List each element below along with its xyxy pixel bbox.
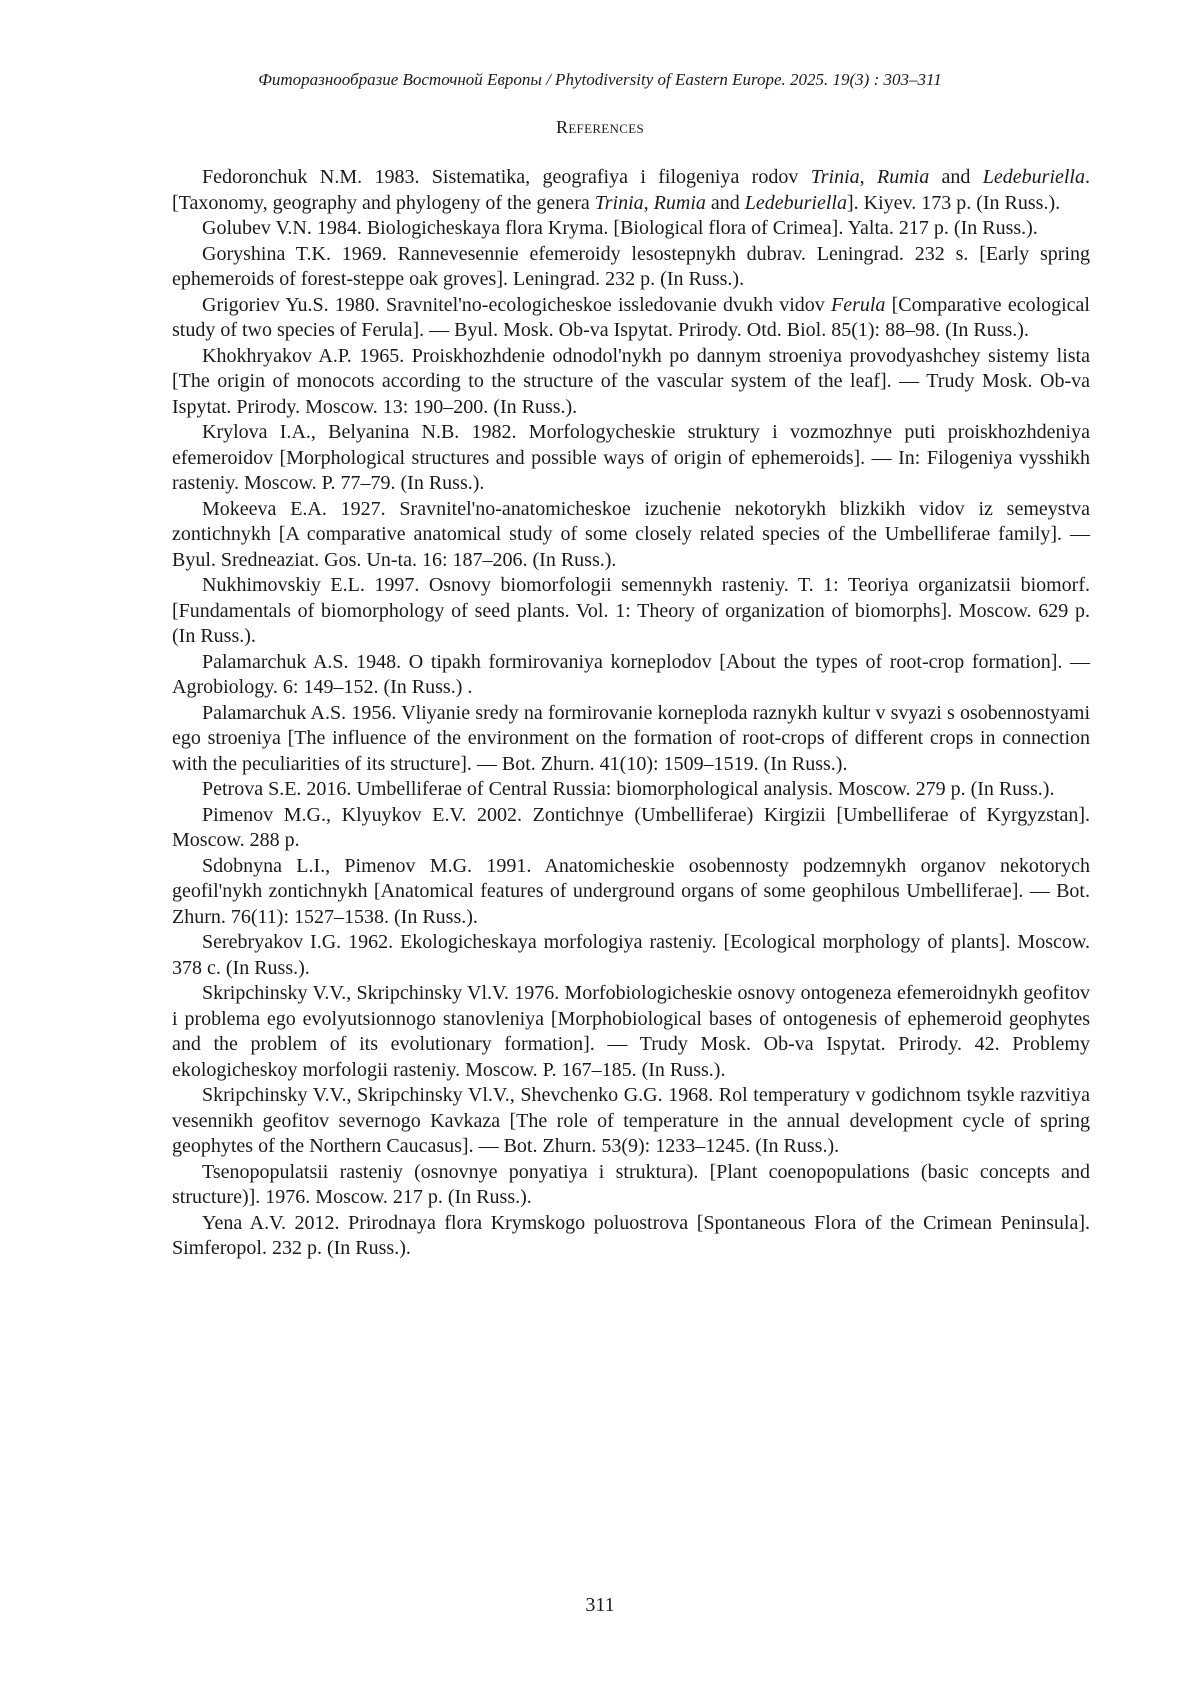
reference-entry: Sdobnyna L.I., Pimenov M.G. 1991. Anatomicheskie osobennosty podzemnykh organov nekotorych geofil'nykh zontichnykh [Anatomical features of underground organs of some geophilous Umbelliferae]. — Bot. Zhurn. 76(11): 1527–1538. (In Russ.). [172,854,1090,931]
reference-entry: Skripchinsky V.V., Skripchinsky Vl.V., Shevchenko G.G. 1968. Rol temperatury v godichnom tsykle razvitiya vesennikh geofitov severnogo Kavkaza [The role of temperature in the annual development cycle of spring geophytes of the Northern Caucasus]. — Bot. Zhurn. 53(9): 1233–1245. (In Russ.). [172,1083,1090,1160]
reference-entry: Petrova S.E. 2016. Umbelliferae of Central Russia: biomorphological analysis. Moscow. 279 p. (In Russ.). [172,777,1090,803]
reference-entry: Tsenopopulatsii rasteniy (osnovnye ponyatiya i struktura). [Plant coenopopulations (basic concepts and structure)]. 1976. Moscow. 217 p. (In Russ.). [172,1160,1090,1211]
page-number: 311 [0,1594,1200,1617]
reference-entry: Serebryakov I.G. 1962. Ekologicheskaya morfologiya rasteniy. [Ecological morphology of plants]. Moscow. 378 c. (In Russ.). [172,930,1090,981]
section-heading: References [0,117,1200,138]
reference-entry: Khokhryakov A.P. 1965. Proiskhozhdenie odnodol'nykh po dannym stroeniya provodyashchey sistemy lista [The origin of monocots according to the structure of the vascular system of the leaf]. — Trudy Mosk. Ob-va Ispytat. Prirody. Moscow. 13: 190–200. (In Russ.). [172,344,1090,421]
reference-entry: Yena A.V. 2012. Prirodnaya flora Krymskogo poluostrova [Spontaneous Flora of the Crimean Peninsula]. Simferopol. 232 p. (In Russ.). [172,1211,1090,1262]
running-header: Фиторазнообразие Восточной Европы / Phytodiversity of Eastern Europe. 2025. 19(3) : 303–311 [0,70,1200,90]
reference-entry: Fedoronchuk N.M. 1983. Sistematika, geografiya i filogeniya rodov Trinia, Rumia and Ledeburiella. [Taxonomy, geography and phylogeny of the genera Trinia, Rumia and Ledeburiella]. Kiyev. 173 p. (In Russ.). [172,165,1090,216]
reference-entry: Palamarchuk A.S. 1948. O tipakh formirovaniya korneplodov [About the types of root-crop formation]. — Agrobiology. 6: 149–152. (In Russ.) . [172,650,1090,701]
reference-entry: Skripchinsky V.V., Skripchinsky Vl.V. 1976. Morfobiologicheskie osnovy ontogeneza efemeroidnykh geofitov i problema ego evolyutsionnogo stanovleniya [Morphobiological bases of ontogenesis of ephemeroid geophytes and the problem of its evolutionary formation]. — Trudy Mosk. Ob-va Ispytat. Prirody. 42. Problemy ekologicheskoy morfologii rasteniy. Moscow. P. 167–185. (In Russ.). [172,981,1090,1083]
reference-entry: Palamarchuk A.S. 1956. Vliyanie sredy na formirovanie korneploda raznykh kultur v svyazi s osobennostyami ego stroeniya [The influence of the environment on the formation of root-crops of different crops in connection with the peculiarities of its structure]. — Bot. Zhurn. 41(10): 1509–1519. (In Russ.). [172,701,1090,778]
reference-entry: Grigoriev Yu.S. 1980. Sravnitel'no-ecologicheskoe issledovanie dvukh vidov Ferula [Comparative ecological study of two species of Ferula]. — Byul. Mosk. Ob-va Ispytat. Prirody. Otd. Biol. 85(1): 88–98. (In Russ.). [172,293,1090,344]
reference-entry: Krylova I.A., Belyanina N.B. 1982. Morfologycheskie struktury i vozmozhnye puti proiskhozhdeniya efemeroidov [Morphological structures and possible ways of origin of ephemeroids]. — In: Filogeniya vysshikh rasteniy. Moscow. P. 77–79. (In Russ.). [172,420,1090,497]
reference-list [172,165,1090,1262]
reference-entry: Pimenov M.G., Klyuykov E.V. 2002. Zontichnye (Umbelliferae) Kirgizii [Umbelliferae of Kyrgyzstan]. Moscow. 288 p. [172,803,1090,854]
reference-entry: Golubev V.N. 1984. Biologicheskaya flora Kryma. [Biological flora of Crimea]. Yalta. 217 p. (In Russ.). [172,216,1090,242]
reference-entry: Goryshina T.K. 1969. Rannevesennie efemeroidy lesostepnykh dubrav. Leningrad. 232 s. [Early spring ephemeroids of forest-steppe oak groves]. Leningrad. 232 p. (In Russ.). [172,242,1090,293]
reference-entry: Nukhimovskiy E.L. 1997. Osnovy biomorfologii semennykh rasteniy. T. 1: Teoriya organizatsii biomorf. [Fundamentals of biomorphology of seed plants. Vol. 1: Theory of organization of biomorphs]. Moscow. 629 p. (In Russ.). [172,573,1090,650]
reference-entry: Mokeeva E.A. 1927. Sravnitel'no-anatomicheskoe izuchenie nekotorykh blizkikh vidov iz semeystva zontichnykh [A comparative anatomical study of some closely related species of the Umbelliferae family]. — Byul. Sredneaziat. Gos. Un-ta. 16: 187–206. (In Russ.). [172,497,1090,574]
